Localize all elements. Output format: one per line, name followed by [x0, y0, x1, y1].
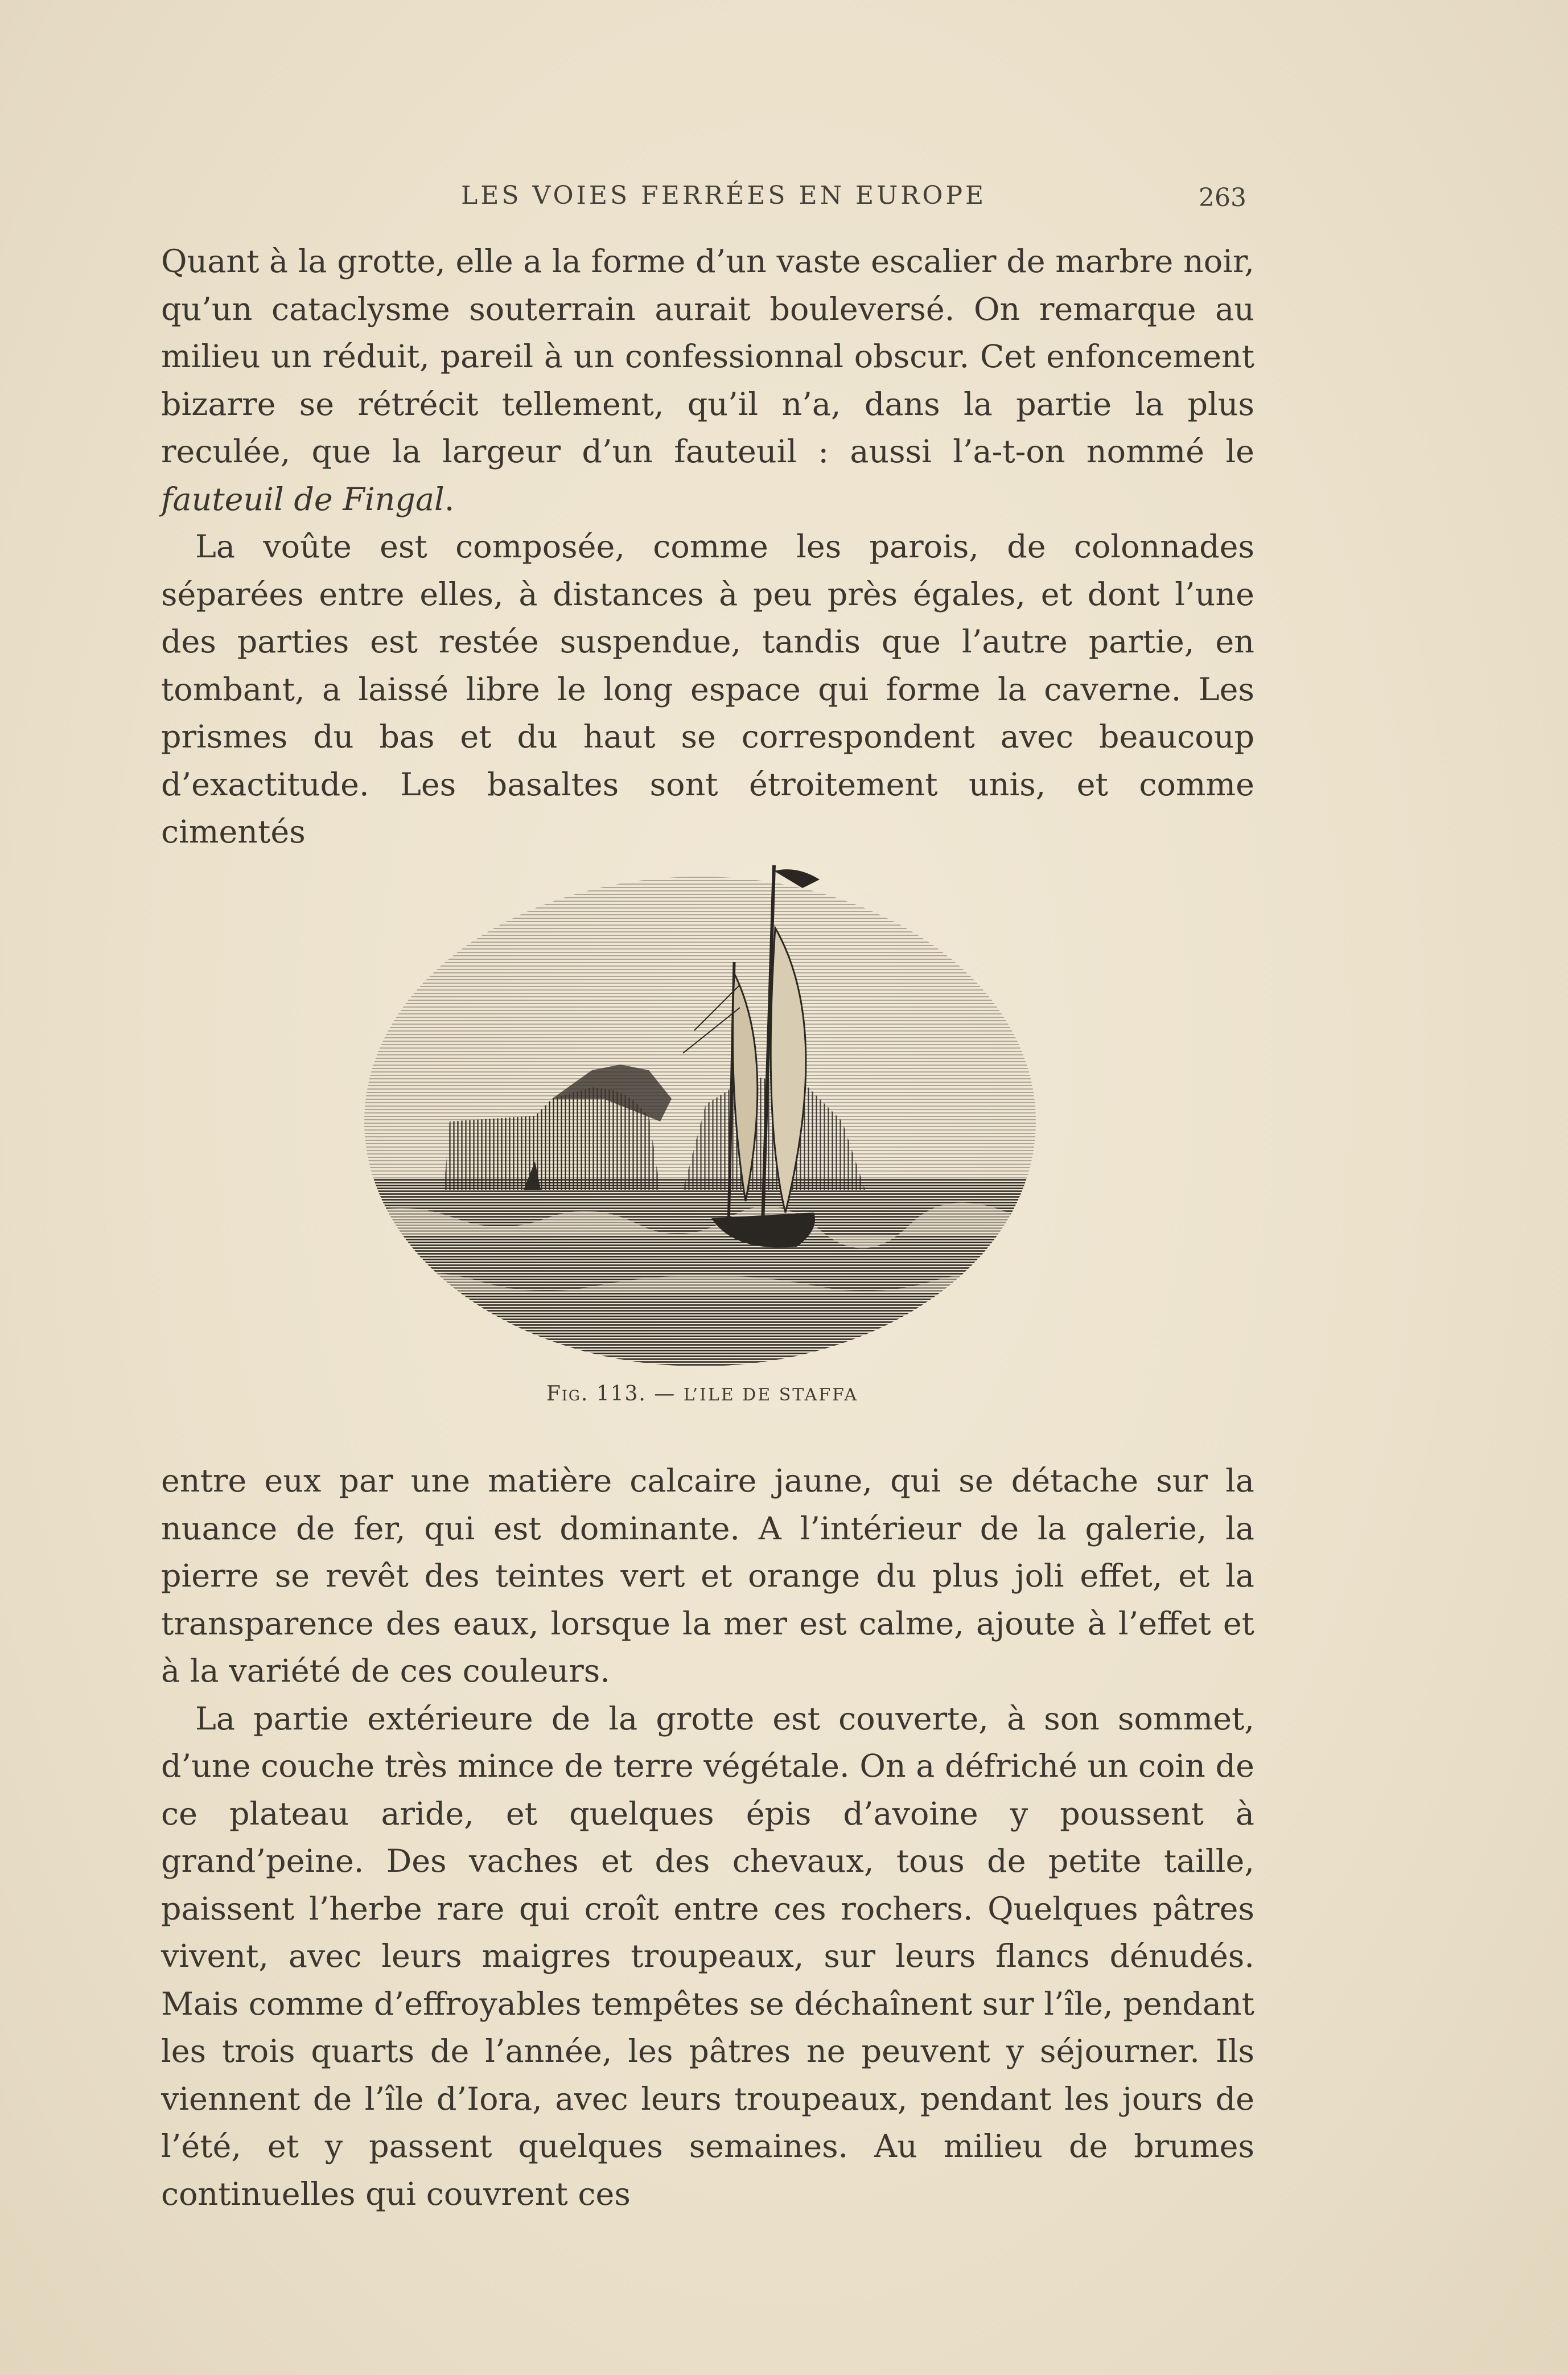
text-block-top — [161, 238, 1254, 856]
text-block-bottom — [161, 1457, 1254, 2218]
paragraph-4: La partie extérieure de la grotte est couverte, à son sommet, d’une couche très mince de terre végétale. On a défriché un coin de ce plateau aride, et quelques épis d’avoine y poussent à grand’peine. Des vaches et des chevaux, tous de petite taille, paissent l’herbe rare qui croît entre ces rochers. Quelques pâtres vivent, avec leurs maigres troupeaux, sur leurs flancs dénudés. Mais comme d’effroyables tempêtes se déchaînent sur l’île, pendant les trois quarts de l’année, les pâtres ne peuvent y séjourner. Ils viennent de l’île d’Iora, avec leurs troupeaux, pendant les jours de l’été, et y passent quelques semaines. Au milieu de brumes continuelles qui couvrent ces — [161, 1700, 1255, 2213]
page-number: 263 — [1199, 183, 1246, 212]
figure-caption — [546, 1382, 888, 1406]
paragraph-1 — [161, 238, 1254, 523]
figure-label: Fig. 113. — — [546, 1382, 676, 1406]
engraving-figure — [364, 780, 1042, 1372]
paragraph-3: entre eux par une matière calcaire jaune, qui se détache sur la nuance de fer, qui est dominante. A l’intérieur de la galerie, la pierre se revêt des teintes vert et orange du plus joli effet, et la transparence des eaux, lorsque la mer est calme, ajoute à l’effet et à la variété de ces couleurs. — [161, 1462, 1254, 1690]
running-title: LES VOIES FERRÉES EN EUROPE — [461, 181, 987, 210]
page-header — [165, 181, 1246, 221]
paragraph-1-text: Quant à la grotte, elle a la forme d’un vaste escalier de marbre noir, qu’un cataclysme souterrain aurait bouleversé. On remarque au milieu un réduit, pareil à un confessionnal obscur. Cet enfoncement bizarre se rétrécit tellement, qu’il n’a, dans la partie la plus reculée, que la largeur d’un fauteuil : aussi l’a-t-on nommé le — [161, 243, 1254, 470]
engraving-illustration — [364, 780, 1042, 1372]
italic-term: fauteuil de Fingal — [161, 480, 445, 518]
figure-title: L’ILE DE STAFFA — [683, 1385, 859, 1405]
paragraph-2: La voûte est composée, comme les parois, de colonnades séparées entre elles, à distances à peu près égales, et dont l’une des parties est restée suspendue, tandis que l’autre partie, en tombant, a laissé libre le long espace qui forme la caverne. Les prismes du bas et du haut se correspondent avec beaucoup d’exactitude. Les basaltes sont étroitement unis, et comme cimentés — [161, 528, 1254, 850]
paragraph-1-end: . — [444, 480, 455, 518]
